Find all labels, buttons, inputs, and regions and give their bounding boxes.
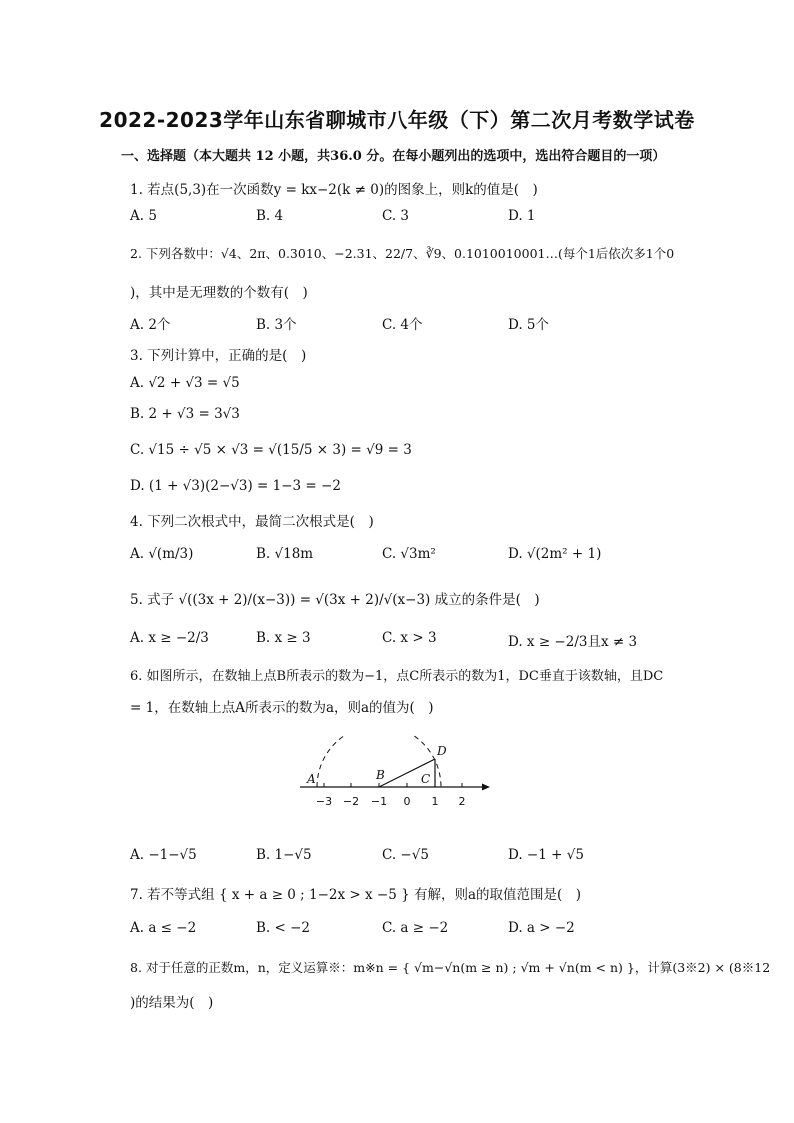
q1-option-d: D. 1 xyxy=(508,208,536,224)
point-label-d: D xyxy=(437,744,447,758)
question-7: 7. 若不等式组 { x + a ≥ 0 ; 1−2x > x −5 } 有解，则a的取值范围是( ) xyxy=(130,887,582,903)
axis-arrow xyxy=(482,784,490,791)
tick-label: 2 xyxy=(458,795,466,808)
q7-option-a: A. a ≤ −2 xyxy=(130,920,197,936)
question-2-cont: )，其中是无理数的个数有( ) xyxy=(130,285,308,301)
tick-label: 0 xyxy=(403,795,411,808)
q4-option-c: C. √3m² xyxy=(382,546,436,562)
q6-option-b: B. 1−√5 xyxy=(256,847,312,863)
q6-option-c: C. −√5 xyxy=(382,847,429,863)
section-heading: 一、选择题（本大题共 12 小题，共36.0 分。在每小题列出的选项中，选出符合题目的一项） xyxy=(121,149,666,164)
q5-option-c: C. x > 3 xyxy=(382,630,437,646)
q4-option-b: B. √18m xyxy=(256,546,314,562)
q4-option-d: D. √(2m² + 1) xyxy=(508,546,602,562)
q2-option-b: B. 3个 xyxy=(256,317,297,333)
question-3: 3. 下列计算中，正确的是( ) xyxy=(130,348,307,364)
q7-option-b: B. < −2 xyxy=(256,920,311,936)
q3-option-b: B. 2 + √3 = 3√3 xyxy=(130,406,240,422)
q1-option-a: A. 5 xyxy=(130,208,157,224)
q2-option-a: A. 2个 xyxy=(130,317,171,333)
question-8: 8. 对于任意的正数m，n，定义运算※：m※n = { √m−√n(m ≥ n) ; √m + √n(m < n) }，计算(3※2) × (8※12 xyxy=(130,960,771,975)
tick-label: −1 xyxy=(370,795,388,808)
q1-option-b: B. 4 xyxy=(256,208,284,224)
q5-option-b: B. x ≥ 3 xyxy=(256,630,311,646)
q3-option-d: D. (1 + √3)(2−√3) = 1−3 = −2 xyxy=(130,478,341,494)
tick-label: 1 xyxy=(431,795,439,808)
tick-label: −3 xyxy=(315,795,333,808)
page-title: 2022-2023学年山东省聊城市八年级（下）第二次月考数学试卷 xyxy=(99,108,695,132)
question-2: 2. 下列各数中：√4、2π、0.3010、−2.31、22/7、∛9、0.1010010001…(每个1后依次多1个0 xyxy=(130,246,675,261)
point-label-b: B xyxy=(376,768,385,782)
question-4: 4. 下列二次根式中，最简二次根式是( ) xyxy=(130,514,374,530)
point-label-a: A xyxy=(307,772,316,786)
q5-option-d: D. x ≥ −2/3且x ≠ 3 xyxy=(508,634,638,650)
q6-option-d: D. −1 + √5 xyxy=(508,847,584,863)
q5-option-a: A. x ≥ −2/3 xyxy=(130,630,209,646)
q1-option-c: C. 3 xyxy=(382,208,410,224)
q3-option-a: A. √2 + √3 = √5 xyxy=(130,375,240,391)
question-1: 1. 若点(5,3)在一次函数y = kx−2(k ≠ 0)的图象上，则k的值是( ) xyxy=(130,182,538,198)
q3-option-c: C. √15 ÷ √5 × √3 = √(15/5 × 3) = √9 = 3 xyxy=(130,442,412,458)
q7-option-c: C. a ≥ −2 xyxy=(382,920,449,936)
tick-label: −2 xyxy=(342,795,360,808)
q4-option-a: A. √(m/3) xyxy=(130,546,194,562)
question-6-cont: = 1，在数轴上点A所表示的数为a，则a的值为( ) xyxy=(130,700,434,716)
q2-option-c: C. 4个 xyxy=(382,317,423,333)
q2-option-d: D. 5个 xyxy=(508,317,550,333)
q6-option-a: A. −1−√5 xyxy=(130,847,197,863)
question-6: 6. 如图所示，在数轴上点B所表示的数为−1，点C所表示的数为1，DC垂直于该数轴，且DC xyxy=(130,669,664,684)
question-5: 5. 式子 √((3x + 2)/(x−3)) = √(3x + 2)/√(x−3) 成立的条件是( ) xyxy=(130,592,540,608)
point-label-c: C xyxy=(421,772,431,786)
question-8-cont: )的结果为( ) xyxy=(130,995,214,1011)
q7-option-d: D. a > −2 xyxy=(508,920,575,936)
number-line-figure xyxy=(298,735,498,815)
